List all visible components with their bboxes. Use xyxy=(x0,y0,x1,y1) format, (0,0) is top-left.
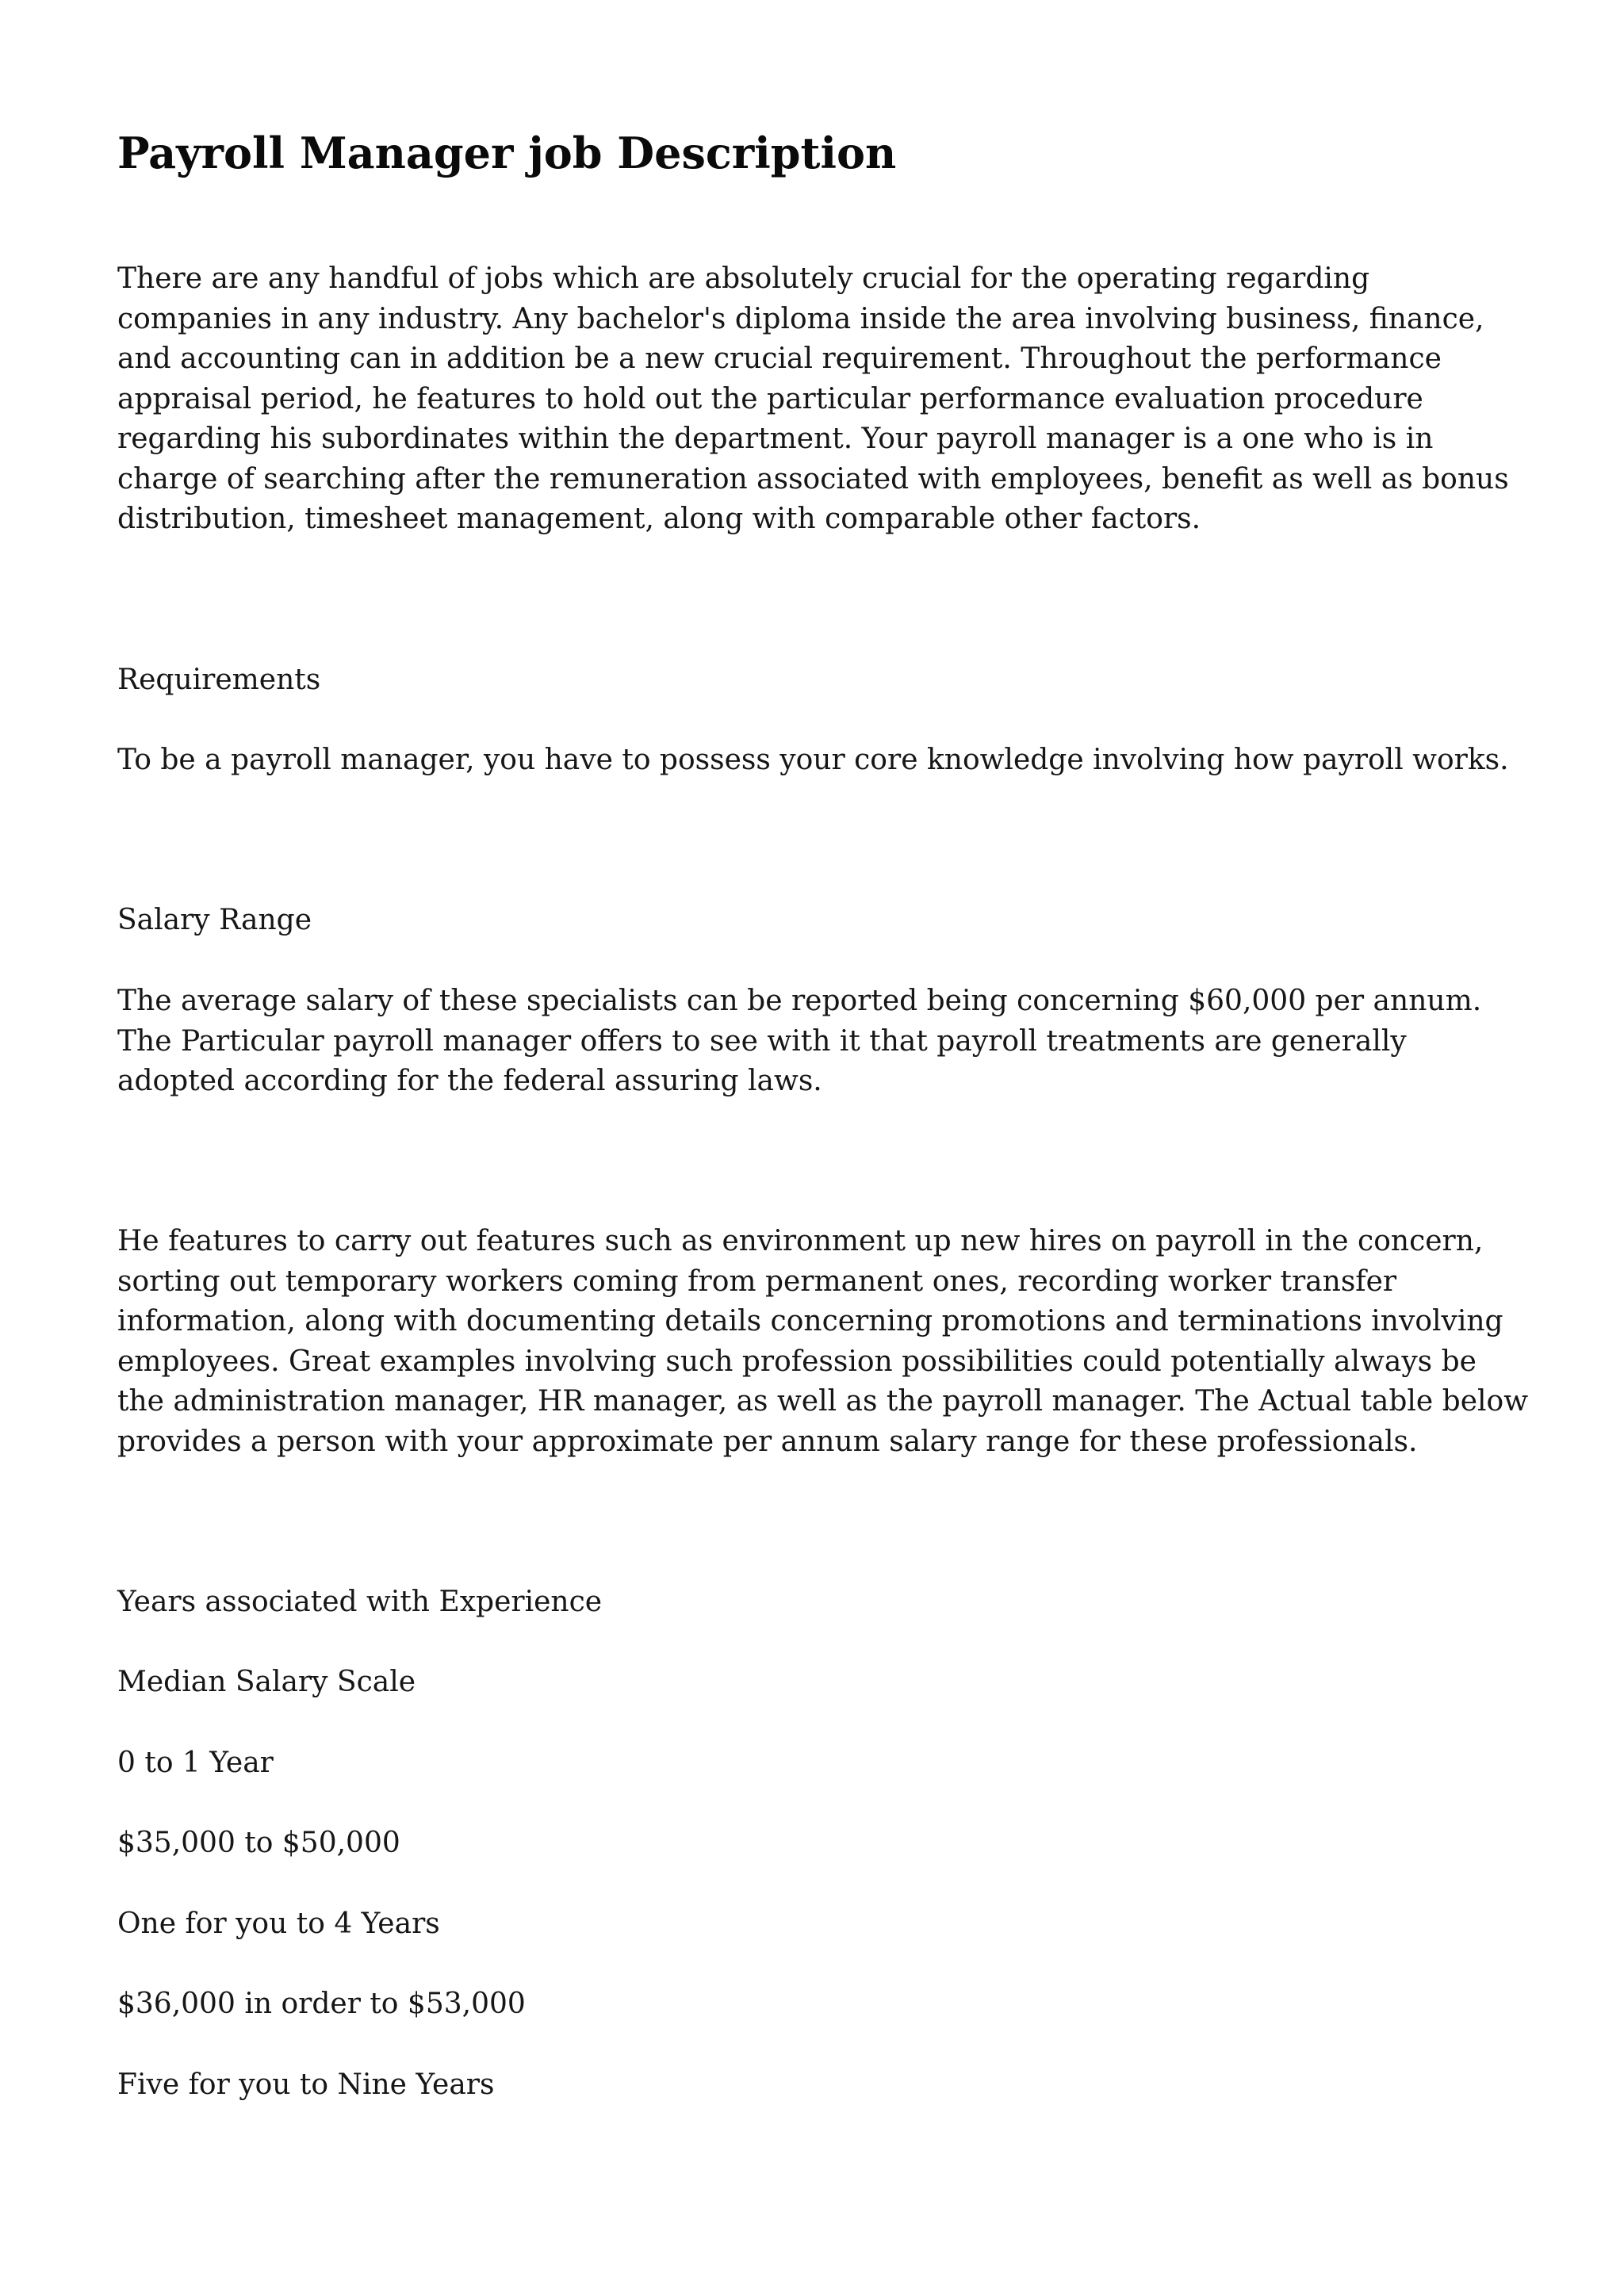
salary-range-heading: Salary Range xyxy=(117,904,312,936)
table-row-years: One for you to 4 Years xyxy=(117,1908,440,1940)
requirements-heading: Requirements xyxy=(117,664,321,696)
table-row-years: Five for you to Nine Years xyxy=(117,2068,495,2101)
intro-paragraph: There are any handful of jobs which are absolutely crucial for the operating regarding companies in any industry. Any bachelor's diploma inside the area involving business, finance, and accounting can in addition be a new crucial requirement. Throughout the performance appraisal period, he features to hold out the particular performance evaluation procedure regarding his subordinates within the department. Your payroll manager is a one who is in charge of searching after the remuneration associated with employees, benefit as well as bonus distribution, timesheet management, along with comparable other factors. xyxy=(117,262,1509,535)
page-title: Payroll Manager job Description xyxy=(117,128,897,178)
table-row-salary: $35,000 to $50,000 xyxy=(117,1827,400,1859)
table-row-years: 0 to 1 Year xyxy=(117,1747,274,1779)
requirements-text: To be a payroll manager, you have to possess your core knowledge involving how payroll works. xyxy=(117,744,1509,776)
table-header-salary: Median Salary Scale xyxy=(117,1666,416,1698)
salary-range-text: The average salary of these specialists can be reported being concerning $60,000 per annum. The Particular payroll manager offers to see with it that payroll treatments are generally adopted according for the federal assuring laws. xyxy=(117,985,1482,1097)
duties-paragraph: He features to carry out features such as environment up new hires on payroll in the concern, sorting out temporary workers coming from permanent ones, recording worker transfer information, along with documenting details concerning promotions and terminations involving employees. Great examples involving such profession possibilities could potentially always be the administration manager, HR manager, as well as the payroll manager. The Actual table below provides a person with your approximate per annum salary range for these professionals. xyxy=(117,1225,1529,1458)
table-row-salary: $36,000 in order to $53,000 xyxy=(117,1988,526,2020)
table-header-experience: Years associated with Experience xyxy=(117,1586,603,1618)
